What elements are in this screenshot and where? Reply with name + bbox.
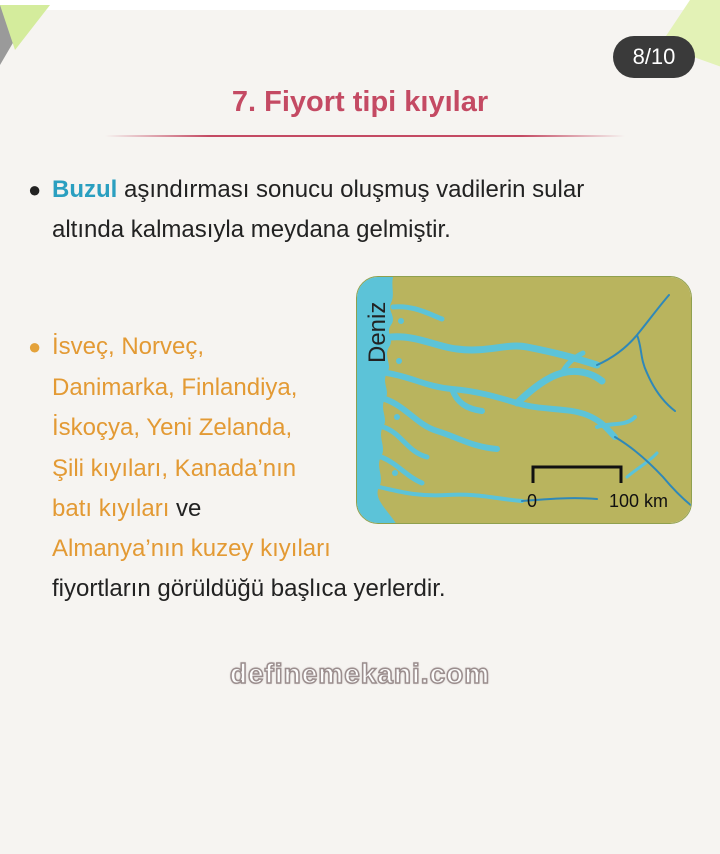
bullet-dot: ● (28, 177, 42, 202)
places-line: Danimarka, Finlandiya, (52, 373, 298, 401)
fjord-map (356, 276, 692, 524)
places-line: İskoçya, Yeni Zelanda, (52, 414, 293, 441)
map-sea-label: Deniz (364, 301, 391, 363)
places-line (52, 489, 358, 530)
bullet-text (28, 170, 708, 250)
title-divider (105, 135, 625, 137)
bullet-places (28, 327, 358, 530)
fjord-map-svg (357, 277, 692, 524)
places-line-conclusion: fiyortların görüldüğü başlıca yerlerdir. (52, 575, 446, 602)
bullet-dot-orange: ● (28, 334, 42, 359)
places-line: İsveç, Norveç, (52, 333, 205, 360)
page-title: 7. Fiyort tipi kıyılar (231, 86, 489, 118)
scale-start-label: 0 (527, 491, 538, 511)
top-band (0, 0, 720, 10)
bullet1-line2: altında kalmasıyla meydana gelmiştir. (52, 216, 451, 243)
places-line-connector: ve (169, 495, 202, 522)
places-line: Şili kıyıları, Kanada’nın (52, 454, 297, 482)
scale-end-label: 100 km (609, 491, 669, 511)
bullet1-line1-rest: aşındırması sonucu oluşmuş vadilerin sular (117, 176, 585, 203)
watermark: definemekani.com (229, 658, 491, 689)
places-line-germany: Almanya’nın kuzey kıyıları (52, 535, 331, 562)
corner-decoration-left (0, 5, 70, 65)
page-indicator: 8/10 (613, 36, 695, 78)
places-line-orange: batı kıyıları (52, 495, 170, 522)
bullet-buzul (28, 170, 708, 250)
keyword-buzul: Buzul (52, 176, 118, 203)
